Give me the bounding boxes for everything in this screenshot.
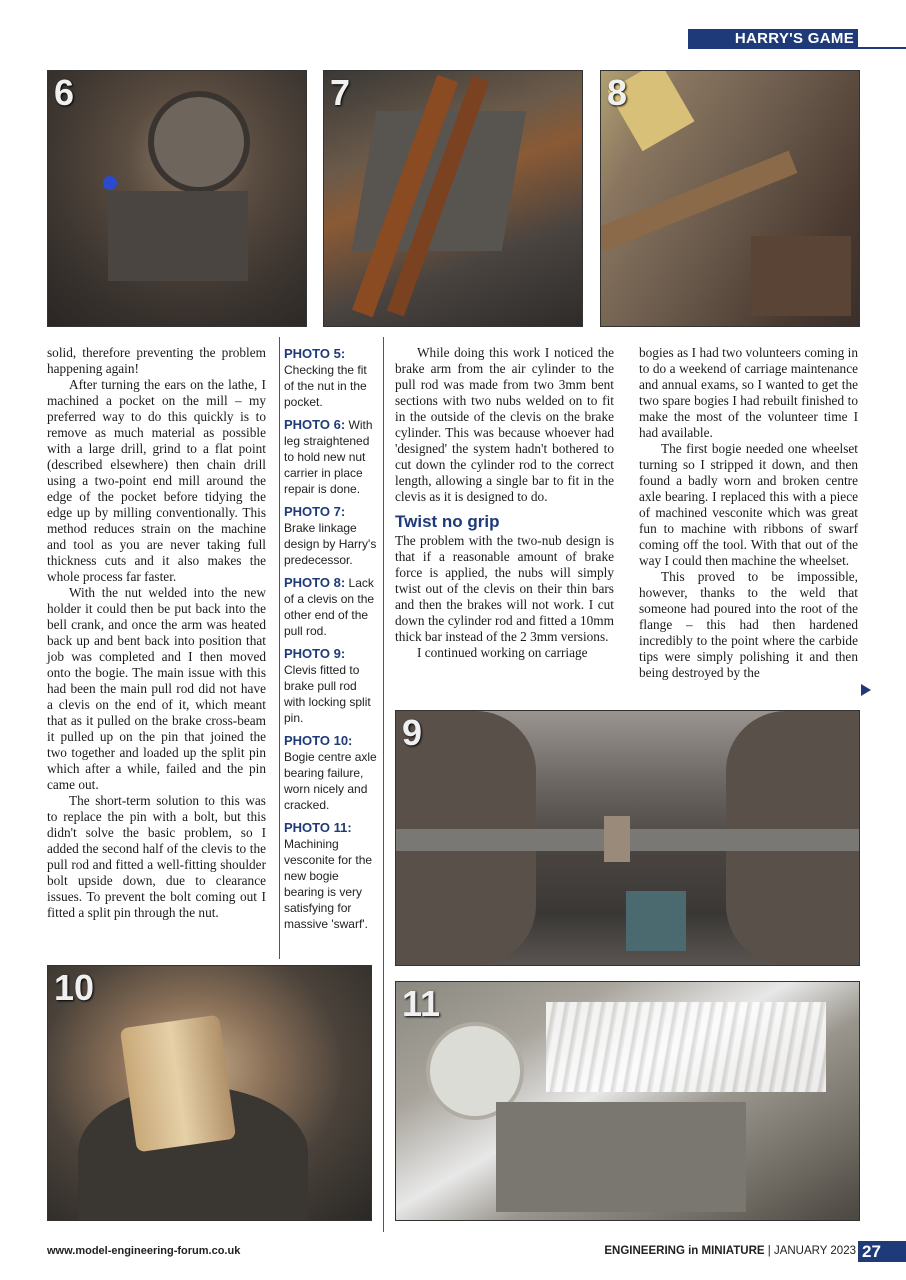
caption-label: PHOTO 11:: [284, 820, 352, 835]
caption-label: PHOTO 10:: [284, 733, 353, 748]
column-rule: [279, 337, 280, 959]
caption-label: PHOTO 9:: [284, 646, 346, 661]
footer-publication: [604, 1245, 856, 1257]
footer-website: www.model-engineering-forum.co.uk: [47, 1245, 241, 1257]
caption-photo-7: [284, 504, 378, 568]
footer-separator: |: [767, 1245, 771, 1257]
header-rule: [858, 47, 906, 49]
photo-number: 7: [330, 72, 351, 113]
caption-photo-9: [284, 646, 378, 726]
paragraph: The short-term solution to this was to replace the pin with a bolt, but this didn't solve the basic problem, so I added the second half of the clevis to the pull rod and fitted a well-fitting shoulder bolt upside down, due to clearance issues. To prevent the bolt coming out I fitted a split pin through the nut.: [47, 793, 266, 920]
paragraph: This proved to be impossible, however, thanks to the weld that someone had poured into the root of the flange – this had then hardened incredibly to the point where the carbide tips were simply polishing it and then being destroyed by the: [639, 569, 858, 680]
body-column-3: [395, 345, 614, 661]
caption-photo-10: [284, 733, 378, 813]
photo-number: 6: [54, 72, 75, 113]
photo-number: 10: [54, 967, 95, 1008]
photo-number: 9: [402, 712, 423, 753]
photo-number: 8: [607, 72, 628, 113]
caption-text: Clevis fitted to brake pull rod with locking split pin.: [284, 663, 371, 725]
paragraph: The problem with the two-nub design is that if a reasonable amount of brake force is applied, the nubs will simply twist out of the clevis on their thin bars and then the brakes will not work. I cut down the cylinder rod and fitted a 10mm thick bar instead of the 2 3mm versions.: [395, 533, 614, 644]
caption-photo-8: [284, 575, 378, 639]
caption-text: Checking the fit of the nut in the pocket.: [284, 363, 367, 409]
paragraph: solid, therefore preventing the problem happening again!: [47, 345, 266, 376]
photo-7: [323, 70, 583, 327]
caption-photo-5: [284, 346, 378, 410]
photo-8: [600, 70, 860, 327]
photo-captions: [284, 346, 378, 939]
continue-arrow-icon: [861, 684, 871, 696]
paragraph: While doing this work I noticed the brake arm from the air cylinder to the pull rod was made from two 3mm bent sections with two nubs welded on to fit in the outside of the clevis on the brake cylinder. This was because whoever had 'designed' the system hadn't bothered to cut down the cylinder rod to the correct length, allowing a single bar to fit in the clevis as it is designed to do.: [395, 345, 614, 504]
caption-label: PHOTO 6:: [284, 417, 346, 432]
body-column-1: [47, 345, 266, 921]
caption-label: PHOTO 5:: [284, 346, 346, 361]
section-title: HARRY'S GAME: [688, 29, 858, 49]
issue-date: JANUARY 2023: [773, 1245, 856, 1257]
paragraph: I continued working on carriage: [417, 645, 588, 660]
photo-number: 11: [402, 983, 441, 1024]
subheading: Twist no grip: [395, 512, 500, 531]
caption-text: Bogie centre axle bearing failure, worn nicely and cracked.: [284, 750, 377, 812]
page-number: 27: [858, 1241, 906, 1262]
paragraph: After turning the ears on the lathe, I machined a pocket on the mill – my preferred way to do this quickly is to remove as much material as possible with a large drill, grind to a flat point (described elsewhere) then chain drill using a two-point end mill around the edge of the pocket before tidying the edge up by milling conventionally. This method reduces strain on the machine and tool as you are never taking full thickness cuts and it also makes the whole process far faster.: [47, 377, 266, 584]
caption-text: Machining vesconite for the new bogie bearing is very satisfying for massive 'swarf'.: [284, 837, 373, 931]
caption-label: PHOTO 8:: [284, 575, 346, 590]
photo-11: [395, 981, 860, 1221]
caption-text: Lack of a clevis on the other end of the pull rod.: [284, 576, 375, 638]
body-column-4: [639, 345, 858, 681]
column-rule: [383, 337, 384, 1232]
publication-name: ENGINEERING in MINIATURE: [604, 1245, 765, 1257]
caption-label: PHOTO 7:: [284, 504, 346, 519]
photo-6: [47, 70, 307, 327]
caption-text: With leg straightened to hold new nut carrier in place repair is done.: [284, 418, 373, 496]
photo-9: [395, 710, 860, 966]
paragraph: With the nut welded into the new holder it could then be put back into the bell crank, and once the arm was heated back up and bent back into position that job was completed and I then moved onto the bogie. The main issue with this had been the main pull rod did not have a clevis on the end of it, which meant that as it pulled on the brake cross-beam it pulled up on the pin that joined the two together and loaded up the split pin which after a while, failed and the pin came out.: [47, 585, 266, 792]
caption-photo-11: [284, 820, 378, 932]
paragraph: The first bogie needed one wheelset turning so I stripped it down, and then found a badly worn and broken centre axle bearing. I replaced this with a piece of machined vesconite which was great fun to machine with ribbons of swarf coming off the tool. With that out of the way I could then machine the wheelset.: [639, 441, 858, 568]
caption-text: Brake linkage design by Harry's predecessor.: [284, 521, 377, 567]
photo-10: [47, 965, 372, 1221]
paragraph: bogies as I had two volunteers coming in to do a weekend of carriage maintenance and annual exams, so I wanted to get the two spare bogies I had rebuilt finished to make the most of the volunteer time I had available.: [639, 345, 858, 440]
caption-photo-6: [284, 417, 378, 497]
